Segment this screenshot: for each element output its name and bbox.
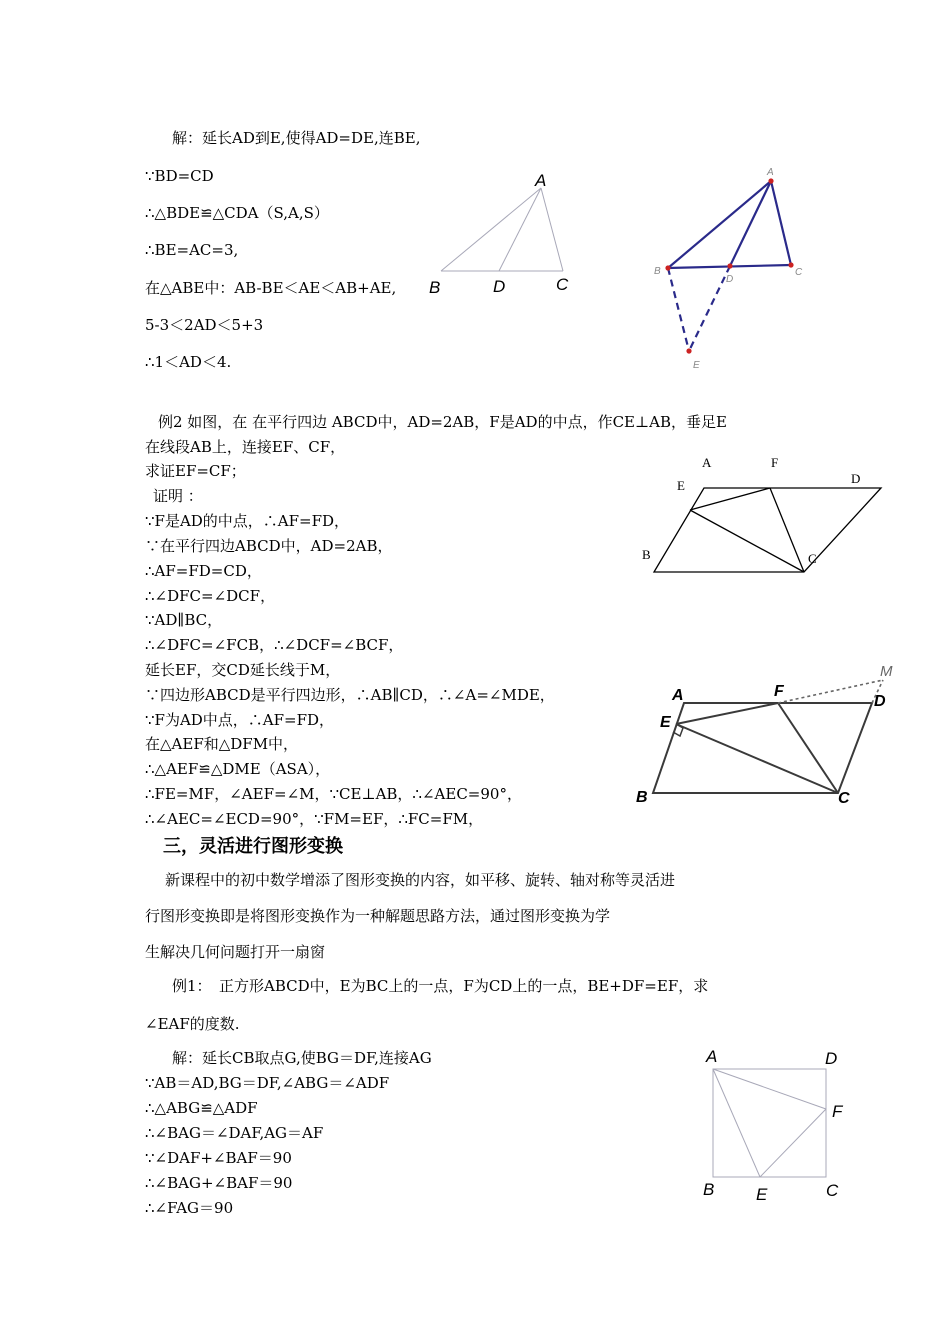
fig3-label-a: A [702, 455, 712, 470]
sec3-example-line-1: 例1： 正方形ABCD中，E为BC上的一点，F为CD上的一点，BE+DF=EF，求 [172, 977, 709, 995]
proof-line-4: ∴AF=FD=CD， [145, 562, 262, 580]
fig5-label-e: E [756, 1185, 768, 1204]
ex2-line-3: 求证EF=CF； [145, 462, 246, 480]
fig3-label-b: B [642, 547, 651, 562]
fig4-label-d: D [874, 693, 886, 710]
proof-line-7: ∴∠DFC=∠FCB，∴∠DCF=∠BCF， [145, 636, 404, 654]
ex2-line-2: 在线段AB上，连接EF、CF， [145, 438, 346, 456]
sec3-sol-line-2: ∵AB＝AD,BG＝DF,∠ABG＝∠ADF [145, 1074, 390, 1092]
sec1-line-5: 在△ABE中：AB-BE＜AE＜AB+AE, [145, 279, 397, 297]
sec1-line-6: 5-3＜2AD＜5+3 [145, 316, 264, 334]
proof-line-2: ∵F是AD的中点，∴AF=FD， [145, 512, 350, 530]
sec3-para-1: 新课程中的初中数学增添了图形变换的内容，如平移、旋转、轴对称等灵活进 [165, 871, 676, 889]
fig4-label-m: M [880, 663, 893, 680]
proof-line-14: ∴∠AEC=∠ECD=90°，∵FM=EF，∴FC=FM， [145, 810, 484, 828]
sec3-sol-line-5: ∵∠DAF+∠BAF＝90 [145, 1149, 292, 1167]
sec1-line-7: ∴1＜AD＜4. [145, 353, 232, 371]
sec3-sol-line-1: 解：延长CB取点G,使BG＝DF,连接AG [172, 1049, 432, 1067]
sec3-para-2: 行图形变换即是将图形变换作为一种解题思路方法，通过图形变换为学 [145, 907, 611, 925]
fig2-label-c: C [795, 267, 803, 278]
fig2-label-b: B [654, 266, 661, 277]
proof-line-1: 证明 ： [153, 487, 203, 505]
fig5-label-d: D [825, 1049, 838, 1068]
fig5-label-f: F [832, 1102, 843, 1121]
sec1-line-2: ∵BD=CD [145, 167, 214, 185]
fig3-label-f: F [771, 455, 779, 470]
proof-line-12: ∴△AEF≌△DME（ASA）， [145, 760, 331, 778]
fig1-label-d: D [493, 277, 506, 296]
fig2-label-d: D [726, 274, 734, 285]
sec1-line-4: ∴BE=AC=3, [145, 241, 239, 259]
fig5-label-c: C [826, 1181, 839, 1200]
fig4-label-f: F [774, 683, 784, 700]
sec3-example-line-2: ∠EAF的度数. [145, 1015, 240, 1033]
proof-line-13: ∴FE=MF，∠AEF=∠M，∵CE⊥AB，∴∠AEC=90°， [145, 785, 522, 803]
fig3-label-d: D [851, 471, 861, 486]
sec3-sol-line-7: ∴∠FAG＝90 [145, 1199, 234, 1217]
proof-line-3: ∵在平行四边ABCD中，AD=2AB， [145, 537, 393, 555]
fig4-label-e: E [660, 714, 671, 731]
fig2-label-a: A [767, 167, 774, 178]
proof-line-6: ∵AD∥BC， [145, 611, 223, 629]
sec3-sol-line-6: ∴∠BAG+∠BAF＝90 [145, 1174, 293, 1192]
sec1-line-1: 解：延长AD到E,使得AD=DE,连BE, [172, 129, 421, 147]
fig1-label-c: C [556, 275, 569, 294]
section-heading: 三，灵活进行图形变换 [163, 836, 343, 857]
fig3-label-e: E [677, 478, 685, 493]
sec3-sol-line-4: ∴∠BAG＝∠DAF,AG＝AF [145, 1124, 324, 1142]
fig5-label-b: B [703, 1180, 715, 1199]
sec3-sol-line-3: ∴△ABG≌△ADF [145, 1099, 258, 1117]
fig4-label-c: C [838, 790, 850, 807]
fig4-label-a: A [672, 687, 684, 704]
sec1-line-3: ∴△BDE≌△CDA（S,A,S） [145, 204, 329, 222]
ex2-line-1: 例2 如图，在 在平行四边 ABCD中，AD=2AB，F是AD的中点，作CE⊥AB，垂足E [158, 413, 727, 431]
proof-line-5: ∴∠DFC=∠DCF， [145, 587, 276, 605]
fig1-label-b: B [429, 278, 441, 297]
fig4-label-b: B [636, 789, 648, 806]
fig5-label-a: A [706, 1047, 718, 1066]
proof-line-8: 延长EF，交CD延长线于M， [145, 661, 341, 679]
proof-line-11: 在△AEF和△DFM中， [145, 735, 299, 753]
sec3-para-3: 生解决几何问题打开一扇窗 [145, 943, 326, 961]
fig2-label-e: E [693, 360, 700, 371]
proof-line-9: ∵四边形ABCD是平行四边形，∴AB∥CD，∴∠A=∠MDE， [145, 686, 555, 704]
proof-line-10: ∵F为AD中点，∴AF=FD， [145, 711, 335, 729]
fig1-label-a: A [535, 171, 547, 190]
fig3-label-c: C [808, 551, 817, 566]
